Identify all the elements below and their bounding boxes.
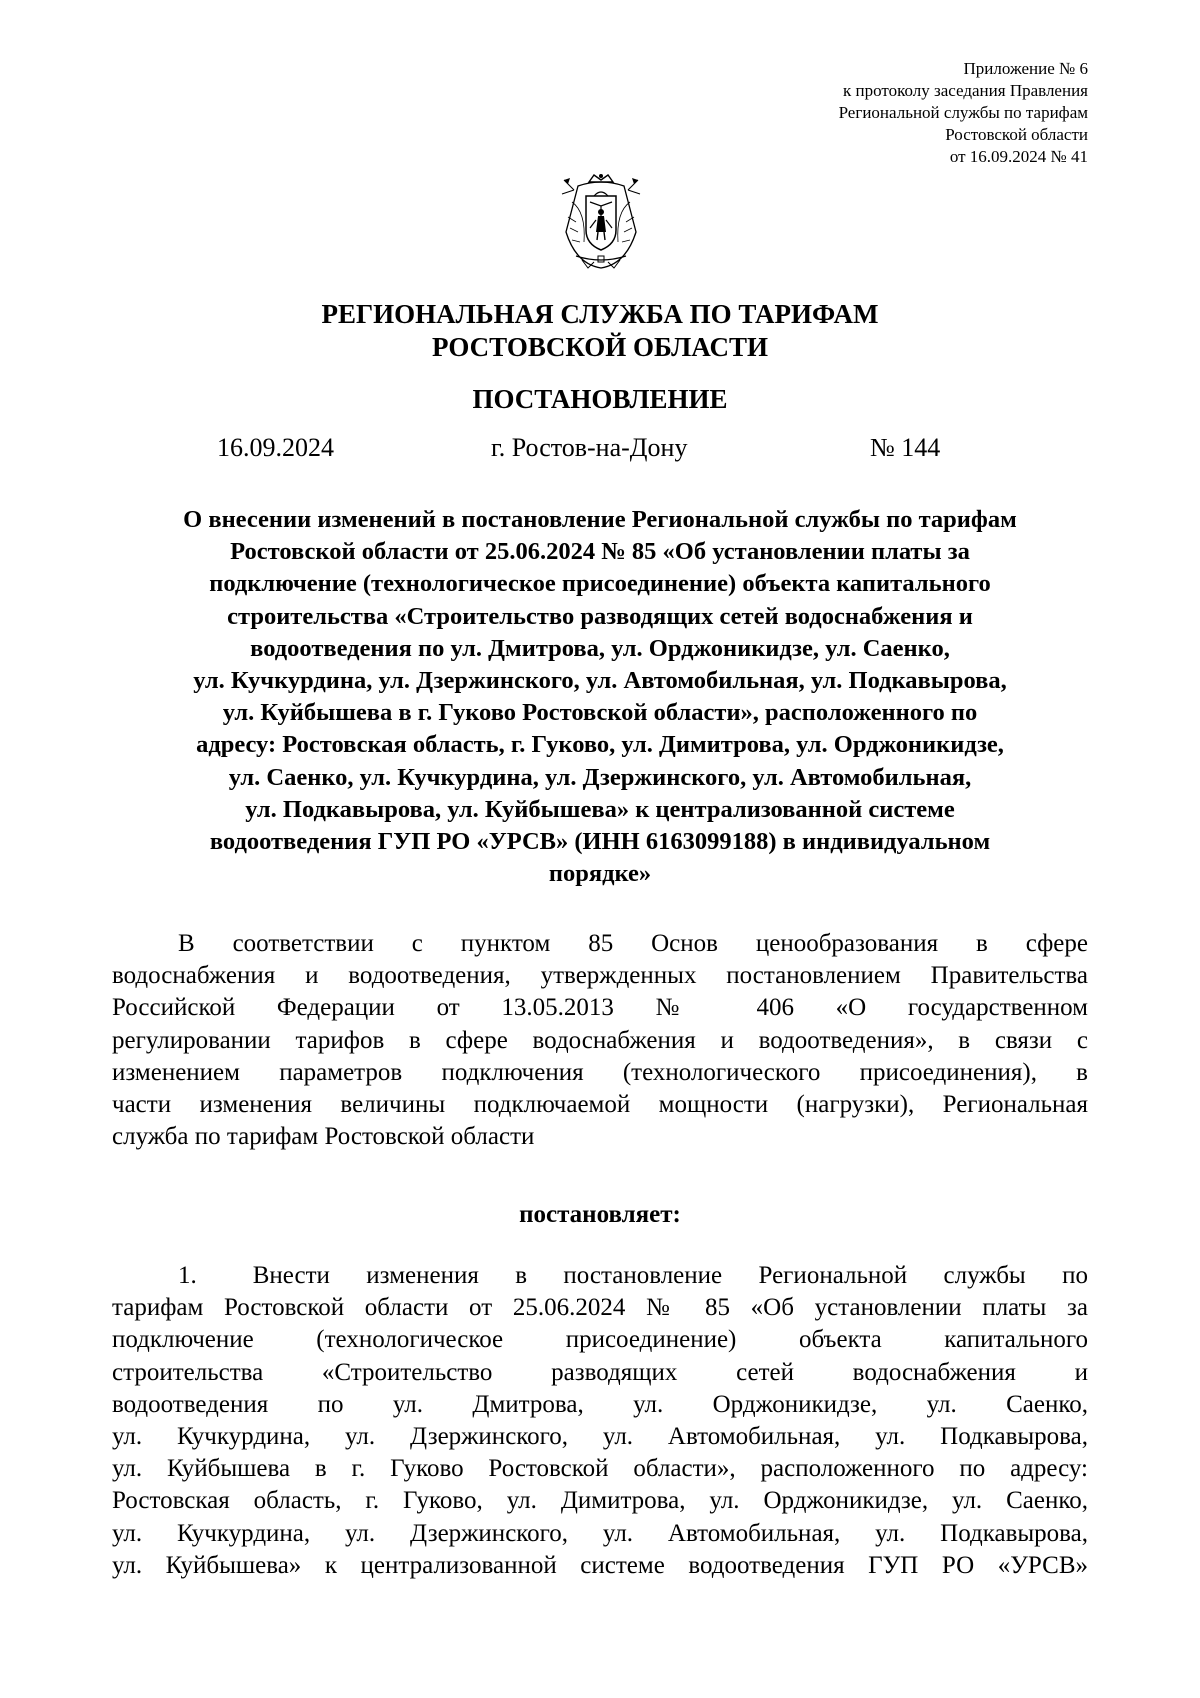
title-line: ул. Саенко, ул. Кучкурдина, ул. Дзержинского, ул. Автомобильная, — [228, 763, 972, 791]
preamble-line: водоснабжения и водоотведения, утвержденных постановлением Правительства — [112, 962, 1088, 990]
document-city: г. Ростов-на-Дону — [491, 433, 688, 462]
preamble-line: части изменения величины подключаемой мощности (нагрузки), Региональная — [112, 1090, 1088, 1118]
document-type: ПОСТАНОВЛЕНИЕ — [472, 384, 728, 414]
title-line: ул. Кучкурдина, ул. Дзержинского, ул. Автомобильная, ул. Подкавырова, — [193, 667, 1007, 695]
title-line: адресу: Ростовская область, г. Гуково, ул. Димитрова, ул. Орджоникидзе, — [196, 731, 1004, 759]
item-1-line: ул. Кучкурдина, ул. Дзержинского, ул. Автомобильная, ул. Подкавырова, — [112, 1519, 1088, 1547]
title-line: водоотведения по ул. Дмитрова, ул. Орджоникидзе, ул. Саенко, — [250, 634, 950, 662]
item-1-line: ул. Кучкурдина, ул. Дзержинского, ул. Автомобильная, ул. Подкавырова, — [112, 1422, 1088, 1450]
preamble-line: регулировании тарифов в сфере водоснабжения и водоотведения», в связи с — [112, 1026, 1088, 1054]
item-1-line: подключение (технологическое присоединение) объекта капитального — [112, 1326, 1088, 1354]
resolves-label: постановляет: — [519, 1201, 681, 1228]
document-title — [112, 504, 1088, 890]
item-1-line: тарифам Ростовской области от 25.06.2024 № 85 «Об установлении платы за — [112, 1294, 1088, 1322]
preamble-paragraph — [112, 928, 1088, 1153]
item-1-first-line — [112, 1260, 1088, 1292]
document-number: № 144 — [870, 433, 941, 462]
title-line: О внесении изменений в постановление Региональной службы по тарифам — [183, 506, 1017, 533]
item-1-number: 1. — [178, 1262, 197, 1289]
item-1-line: ул. Куйбышева в г. Гуково Ростовской области», расположенного по адресу: — [112, 1455, 1088, 1483]
title-line: водоотведения ГУП РО «УРСВ» (ИНН 6163099188) в индивидуальном — [209, 828, 991, 856]
organization-name-line: РЕГИОНАЛЬНАЯ СЛУЖБА ПО ТАРИФАМ — [321, 299, 879, 329]
appendix-line: к протоколу заседания Правления — [843, 81, 1088, 100]
title-line: подключение (технологическое присоединение) объекта капитального — [209, 570, 991, 598]
coat-of-arms-icon — [556, 172, 646, 272]
item-1-line: строительства «Строительство разводящих сетей водоснабжения и — [112, 1358, 1088, 1386]
preamble-line: В соответствии с пунктом 85 Основ ценообразования в сфере — [178, 930, 1088, 957]
appendix-line: Региональной службы по тарифам — [838, 103, 1088, 122]
appendix-line: Приложение № 6 — [963, 59, 1088, 78]
title-line: ул. Подкавырова, ул. Куйбышева» к централизованной системе — [245, 795, 955, 823]
item-1-line: ул. Куйбышева» к централизованной системе водоотведения ГУП РО «УРСВ» — [112, 1551, 1088, 1579]
item-1-line: водоотведения по ул. Дмитрова, ул. Орджоникидзе, ул. Саенко, — [112, 1390, 1088, 1418]
organization-name-line: РОСТОВСКОЙ ОБЛАСТИ — [432, 332, 768, 362]
appendix-note — [668, 58, 1088, 168]
document-date: 16.09.2024 — [217, 433, 334, 462]
preamble-line: Российской Федерации от 13.05.2013 № 406 «О государственном — [112, 994, 1088, 1022]
organization-name — [120, 298, 1080, 364]
title-line: Ростовской области от 25.06.2024 № 85 «Об установлении платы за — [230, 538, 970, 566]
preamble-line: изменением параметров подключения (технологического присоединения), в — [112, 1058, 1088, 1086]
title-line: порядке» — [548, 860, 652, 888]
appendix-line: Ростовской области — [945, 125, 1088, 144]
appendix-line: от 16.09.2024 № 41 — [949, 147, 1088, 166]
title-line: ул. Куйбышева в г. Гуково Ростовской области», расположенного по — [222, 699, 978, 727]
item-1-paragraph — [112, 1260, 1088, 1582]
item-1-line: Ростовская область, г. Гуково, ул. Димитрова, ул. Орджоникидзе, ул. Саенко, — [112, 1487, 1088, 1515]
preamble-line: служба по тарифам Ростовской области — [112, 1123, 535, 1151]
title-line: строительства «Строительство разводящих сетей водоснабжения и — [227, 602, 973, 630]
item-1-line: Внести изменения в постановление Региональной службы по — [252, 1262, 1088, 1289]
